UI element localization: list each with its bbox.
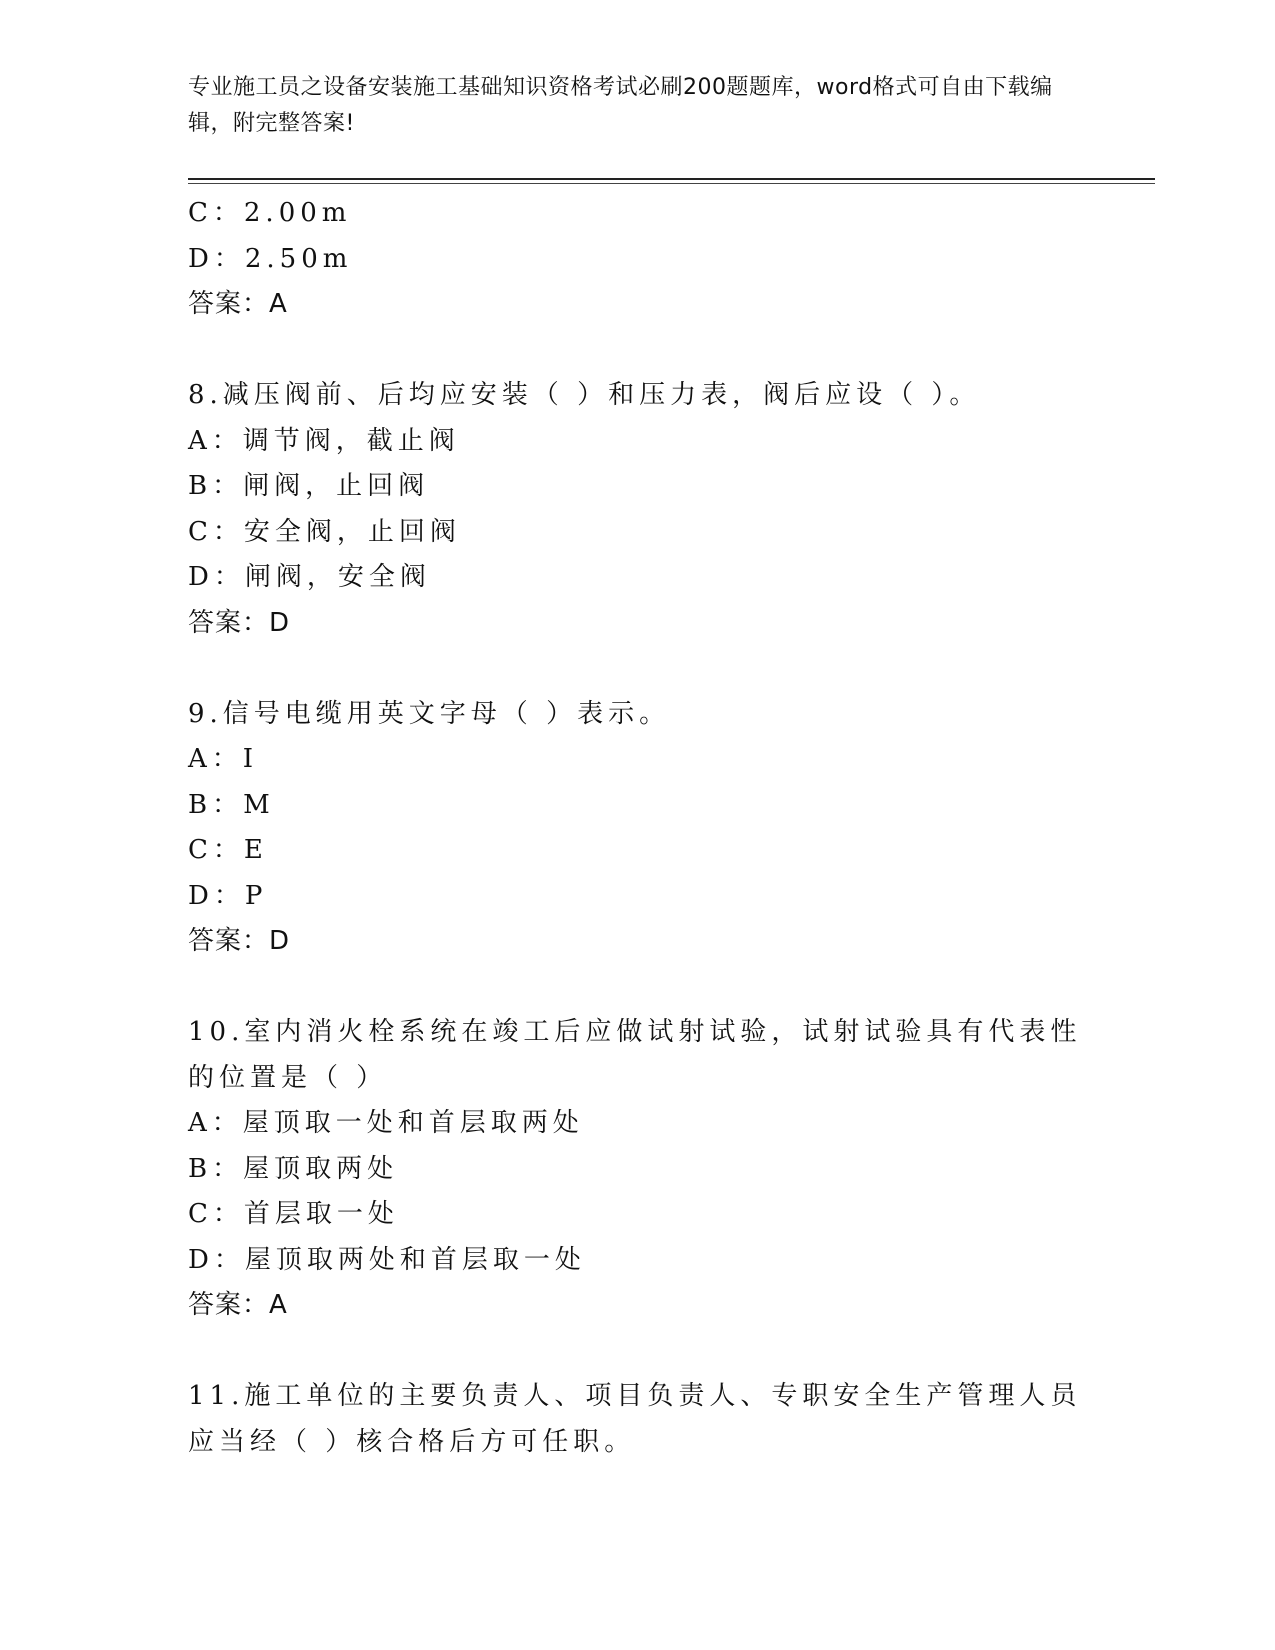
spacer	[188, 1329, 1088, 1375]
option-b: B：M	[188, 789, 275, 820]
header-rule-thick	[188, 178, 1155, 180]
option-c: C：安全阀，止回阀	[188, 516, 461, 547]
option-c: C：E	[188, 835, 268, 865]
question-text: 11.施工单位的主要负责人、项目负责人、专职安全生产管理人员应当经（ ）核合格后方可任职。	[188, 1381, 1082, 1457]
document-header: 专业施工员之设备安装施工基础知识资格考试必刷200题题库，word格式可自由下载编辑，附完整答案!	[188, 75, 1053, 136]
option-d: D：闸阀，安全阀	[188, 562, 431, 592]
answer: 答案：A	[188, 289, 288, 319]
spacer	[188, 646, 1088, 692]
header-rule-thin	[188, 183, 1155, 184]
option-c: C：首层取一处	[188, 1199, 399, 1229]
answer: 答案：D	[188, 607, 291, 638]
answer: 答案：D	[188, 926, 291, 956]
option-d: D：屋顶取两处和首层取一处	[188, 1244, 586, 1275]
option-c: C：2.00m	[188, 198, 352, 228]
answer: 答案：A	[188, 1290, 288, 1320]
question-10	[188, 1010, 1088, 1329]
option-a: A：调节阀，截止阀	[188, 425, 460, 456]
option-b: B：屋顶取两处	[188, 1153, 399, 1184]
question-list	[188, 191, 1088, 1465]
option-a: A：屋顶取一处和首层取两处	[188, 1108, 584, 1138]
option-d: D：P	[188, 880, 268, 911]
option-a: A：I	[188, 744, 259, 774]
question-text: 8.减压阀前、后均应安装（ ）和压力表，阀后应设（ ）。	[188, 380, 981, 410]
question-11	[188, 1374, 1088, 1465]
question-9	[188, 692, 1088, 965]
spacer	[188, 965, 1088, 1011]
spacer	[188, 328, 1088, 374]
question-8	[188, 373, 1088, 646]
option-b: B：闸阀，止回阀	[188, 471, 430, 501]
option-d: D：2.50m	[188, 243, 353, 274]
question-text: 10.室内消火栓系统在竣工后应做试射试验，试射试验具有代表性的位置是（ ）	[188, 1017, 1082, 1093]
continued-question	[188, 191, 1088, 328]
question-text: 9.信号电缆用英文字母（ ）表示。	[188, 698, 671, 729]
